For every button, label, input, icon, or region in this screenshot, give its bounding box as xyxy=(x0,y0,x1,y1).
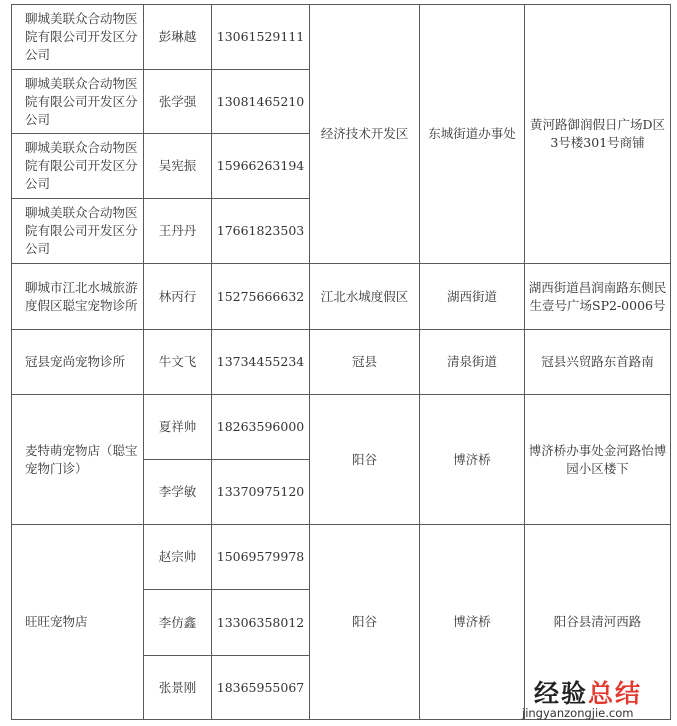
watermark-brand-b: 总结 xyxy=(588,679,643,708)
district: 阳谷 xyxy=(310,395,420,525)
watermark-url: jingyanzongjie.com xyxy=(522,706,634,720)
phone-number: 17661823503 xyxy=(212,199,310,264)
phone-number: 13306358012 xyxy=(212,590,310,656)
clinic-name: 聊城美联众合动物医院有限公司开发区分公司 xyxy=(12,70,144,134)
phone-number: 13734455234 xyxy=(212,330,310,395)
table-row xyxy=(12,525,671,590)
phone-number: 15069579978 xyxy=(212,525,310,590)
contact-person: 赵宗帅 xyxy=(144,525,212,590)
clinic-name: 冠县宠尚宠物诊所 xyxy=(12,330,144,395)
contact-person: 彭琳越 xyxy=(144,5,212,70)
contact-person: 牛文飞 xyxy=(144,330,212,395)
clinic-name: 聊城美联众合动物医院有限公司开发区分公司 xyxy=(12,199,144,264)
contact-person: 林丙行 xyxy=(144,264,212,330)
clinic-name: 麦特萌宠物店（聪宝宠物门诊） xyxy=(12,395,144,525)
street-office: 博济桥 xyxy=(420,395,525,525)
contact-person: 张景刚 xyxy=(144,656,212,720)
phone-number: 18365955067 xyxy=(212,656,310,720)
street-office: 东城街道办事处 xyxy=(420,5,525,264)
pet-clinic-table xyxy=(11,4,671,720)
table-row xyxy=(12,264,671,330)
address: 阳谷县清河西路 xyxy=(525,525,671,720)
contact-person: 王丹丹 xyxy=(144,199,212,264)
address: 湖西街道昌润南路东侧民生壹号广场SP2-0006号 xyxy=(525,264,671,330)
phone-number: 18263596000 xyxy=(212,395,310,460)
clinic-name: 聊城美联众合动物医院有限公司开发区分公司 xyxy=(12,134,144,199)
table-row xyxy=(12,330,671,395)
contact-person: 李学敏 xyxy=(144,460,212,525)
watermark-logo xyxy=(534,674,642,710)
table-row xyxy=(12,395,671,460)
clinic-name: 聊城美联众合动物医院有限公司开发区分公司 xyxy=(12,5,144,70)
phone-number: 13061529111 xyxy=(212,5,310,70)
contact-person: 吴宪振 xyxy=(144,134,212,199)
district: 经济技术开发区 xyxy=(310,5,420,264)
address: 博济桥办事处金河路怡博园小区楼下 xyxy=(525,395,671,525)
table-row xyxy=(12,5,671,70)
phone-number: 13370975120 xyxy=(212,460,310,525)
contact-person: 张学强 xyxy=(144,70,212,134)
clinic-name: 旺旺宠物店 xyxy=(12,525,144,720)
street-office: 清泉街道 xyxy=(420,330,525,395)
phone-number: 15275666632 xyxy=(212,264,310,330)
address: 冠县兴贸路东首路南 xyxy=(525,330,671,395)
clinic-name: 聊城市江北水城旅游度假区聪宝宠物诊所 xyxy=(12,264,144,330)
phone-number: 13081465210 xyxy=(212,70,310,134)
watermark-brand-a: 经验 xyxy=(534,679,589,708)
district: 阳谷 xyxy=(310,525,420,720)
contact-person: 李仿鑫 xyxy=(144,590,212,656)
site-watermark xyxy=(520,674,675,724)
street-office: 湖西街道 xyxy=(420,264,525,330)
district: 江北水城度假区 xyxy=(310,264,420,330)
address: 黄河路御润假日广场D区3号楼301号商铺 xyxy=(525,5,671,264)
street-office: 博济桥 xyxy=(420,525,525,720)
phone-number: 15966263194 xyxy=(212,134,310,199)
contact-person: 夏祥帅 xyxy=(144,395,212,460)
district: 冠县 xyxy=(310,330,420,395)
